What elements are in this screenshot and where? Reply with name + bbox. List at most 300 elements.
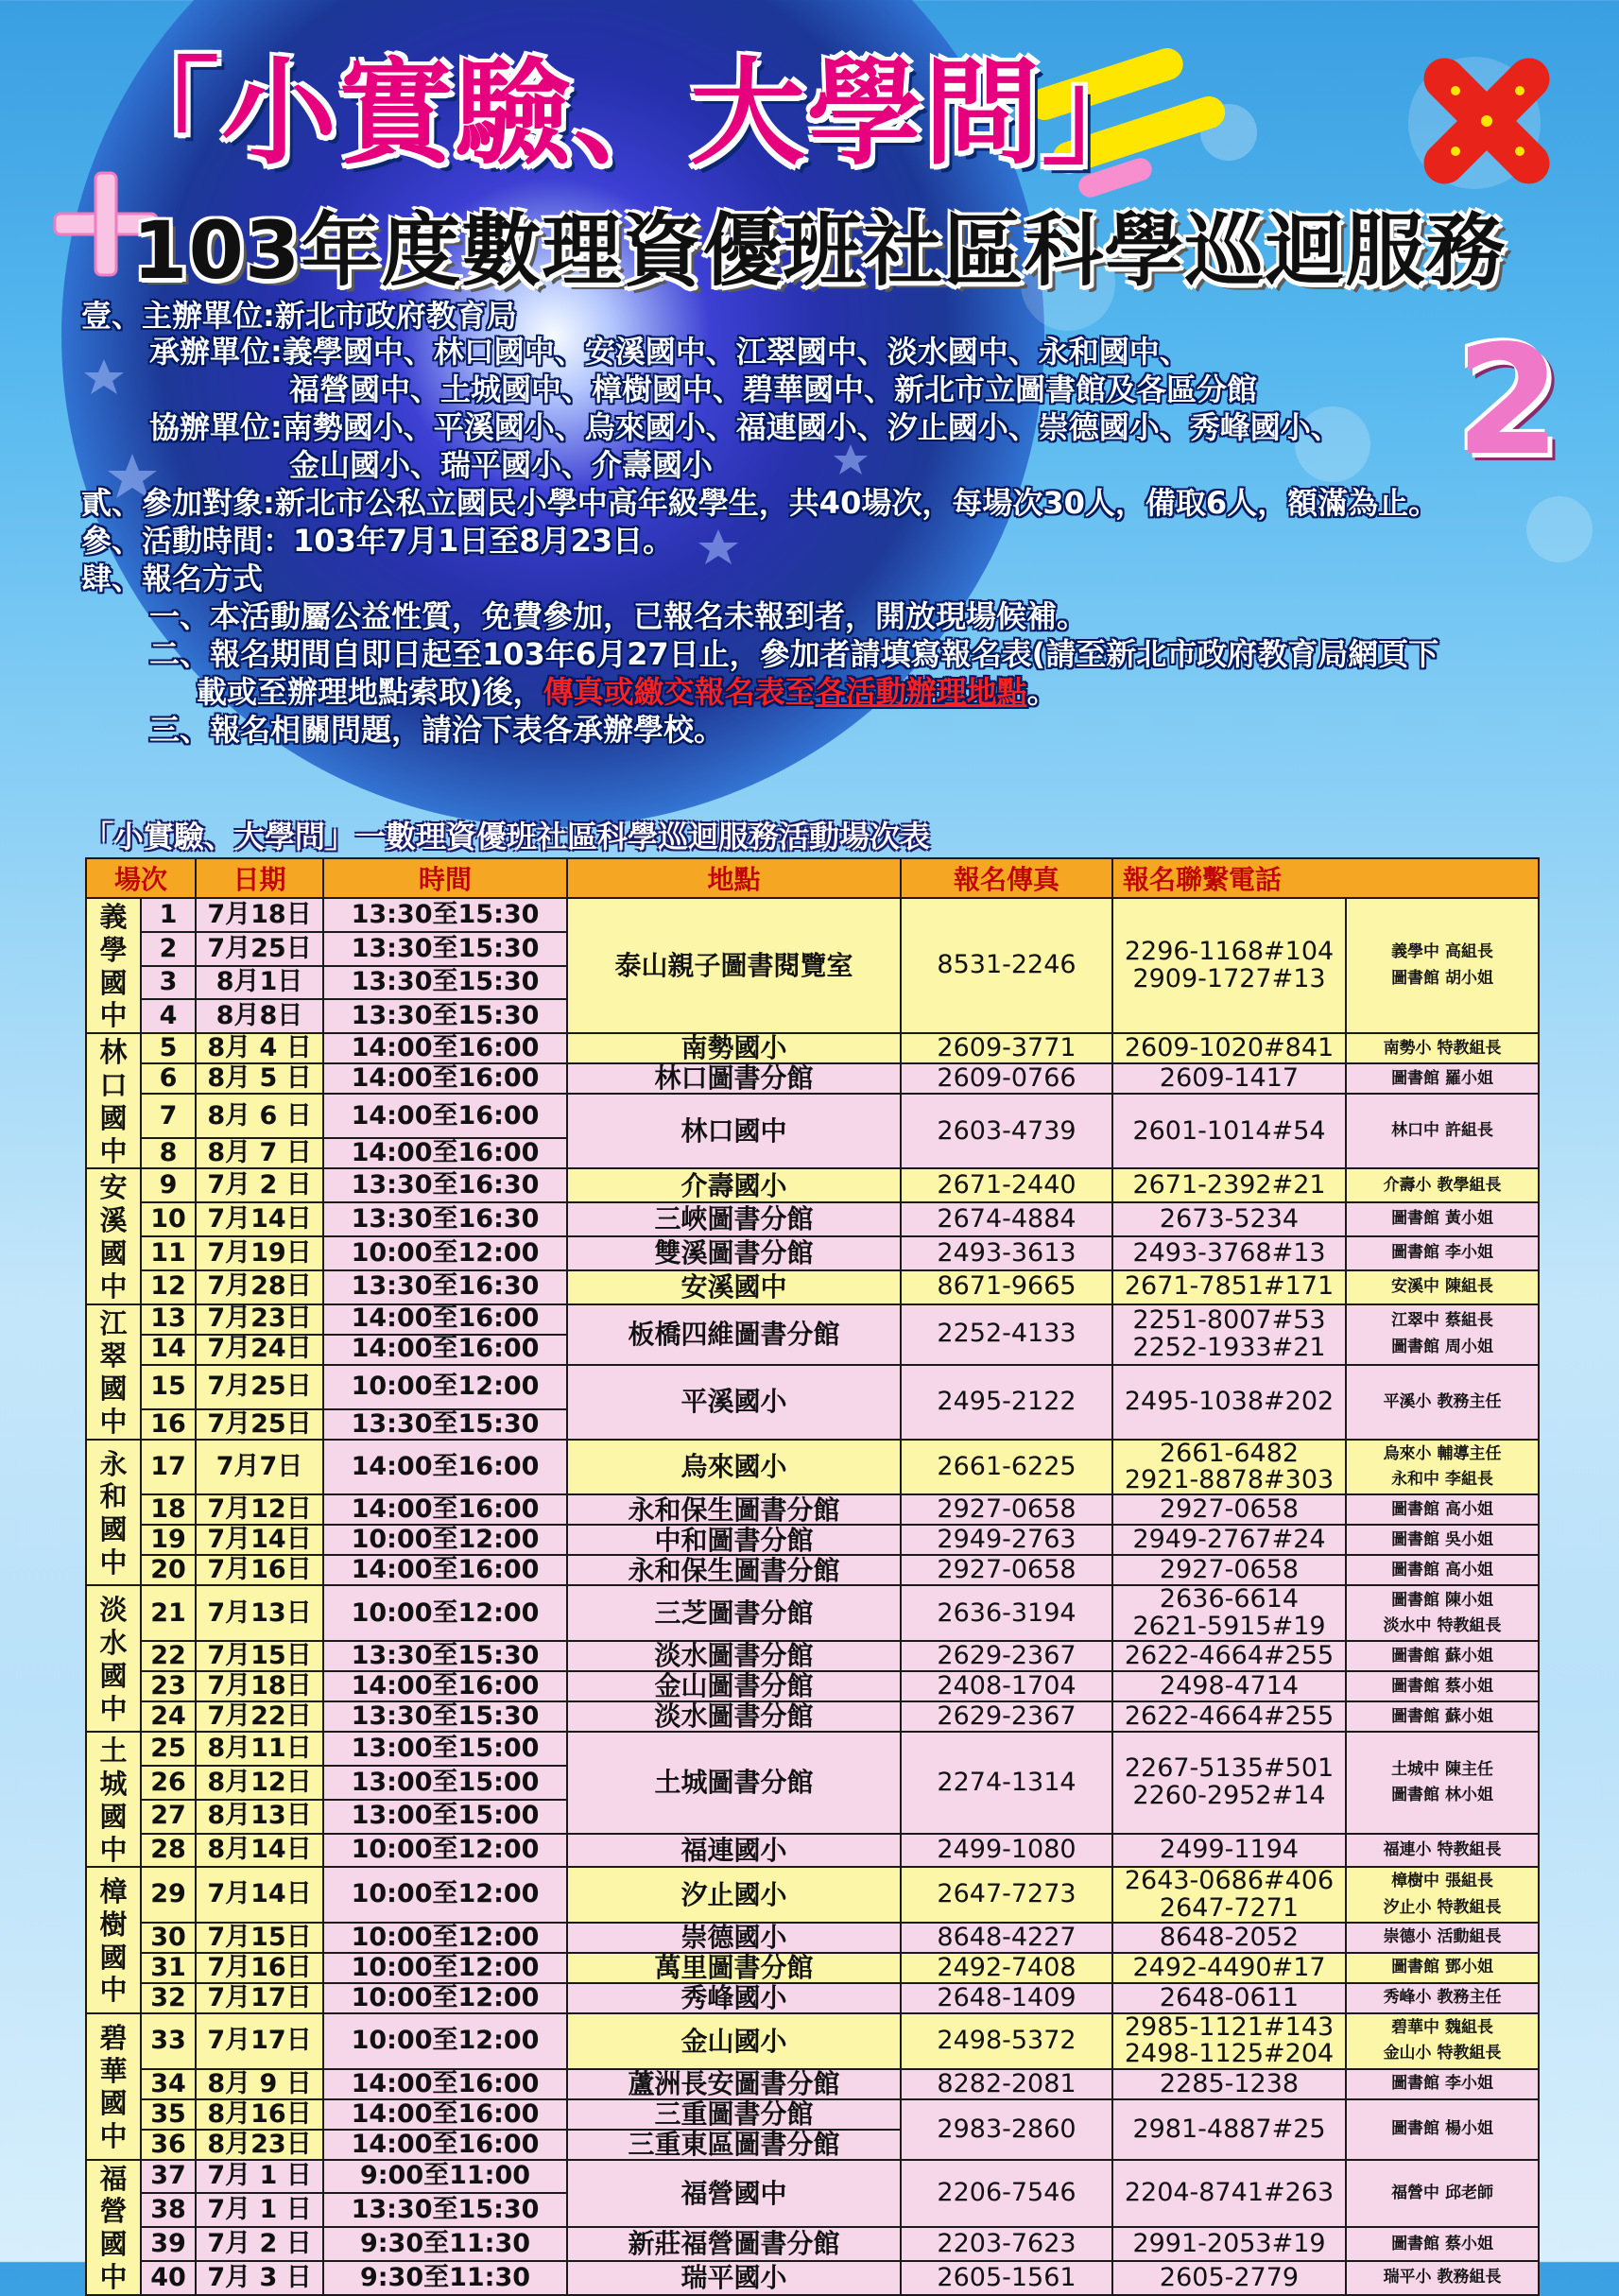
session-number: 14 (141, 1335, 196, 1365)
session-time: 13:30至16:30 (323, 1270, 567, 1304)
session-fax: 2603-4739 (901, 1094, 1112, 1168)
session-number: 15 (141, 1365, 196, 1409)
intro-organizer: 壹、主辦單位:新北市政府教育局 (81, 298, 517, 334)
session-date: 8月11日 (196, 1732, 323, 1766)
decorative-number-2: 2 (1455, 312, 1561, 489)
table-row (86, 1953, 1539, 1983)
intro-co-organizers-cont: 金山國小、瑞平國小、介壽國小 (289, 447, 714, 483)
session-time: 14:00至16:00 (323, 1138, 567, 1168)
session-time: 9:00至11:00 (323, 2160, 567, 2194)
table-header-row (86, 858, 1539, 898)
session-time: 10:00至12:00 (323, 1834, 567, 1868)
session-fax: 2674-4884 (901, 1202, 1112, 1236)
table-row (86, 2099, 1539, 2130)
session-contact: 圖書館 蔡小姐 (1346, 2227, 1539, 2261)
session-venue: 福連國小 (567, 1834, 901, 1868)
session-venue: 安溪國中 (567, 1270, 901, 1304)
session-number: 8 (141, 1138, 196, 1168)
session-time: 14:00至16:00 (323, 1063, 567, 1094)
session-phone: 2985-1121#143 2498-1125#204 (1112, 2013, 1346, 2069)
session-fax: 2629-2367 (901, 1701, 1112, 1732)
header-time: 時間 (323, 858, 567, 898)
session-number: 27 (141, 1800, 196, 1834)
session-venue: 永和保生圖書分館 (567, 1494, 901, 1525)
session-phone: 2495-1038#202 (1112, 1365, 1346, 1440)
session-fax: 2949-2763 (901, 1525, 1112, 1555)
session-number: 18 (141, 1494, 196, 1525)
session-phone: 2605-2779 (1112, 2261, 1346, 2295)
session-date: 7月14日 (196, 1525, 323, 1555)
session-phone: 2609-1417 (1112, 1063, 1346, 1094)
session-venue: 雙溪圖書分館 (567, 1236, 901, 1270)
session-fax: 2629-2367 (901, 1641, 1112, 1671)
session-time: 13:00至15:00 (323, 1732, 567, 1766)
session-contact: 瑞平小 教務組長 (1346, 2261, 1539, 2295)
session-fax: 2492-7408 (901, 1953, 1112, 1983)
session-time: 13:30至15:30 (323, 966, 567, 1000)
session-date: 8月 4 日 (196, 1033, 323, 1063)
table-row (86, 898, 1539, 932)
header-date: 日期 (196, 858, 323, 898)
session-time: 13:30至15:30 (323, 898, 567, 932)
session-number: 31 (141, 1953, 196, 1983)
session-fax: 2927-0658 (901, 1494, 1112, 1525)
session-date: 8月 6 日 (196, 1094, 323, 1138)
session-number: 10 (141, 1202, 196, 1236)
intro-text: 。 (1026, 674, 1058, 710)
session-time: 14:00至16:00 (323, 1335, 567, 1365)
session-venue: 烏來國小 (567, 1440, 901, 1495)
school-group-cell: 永和國中 (86, 1440, 141, 1586)
session-contact: 平溪小 教務主任 (1346, 1365, 1539, 1440)
session-number: 4 (141, 999, 196, 1033)
session-number: 11 (141, 1236, 196, 1270)
session-number: 21 (141, 1585, 196, 1641)
school-group-cell: 江翠國中 (86, 1304, 141, 1440)
session-number: 36 (141, 2130, 196, 2160)
session-date: 7月28日 (196, 1270, 323, 1304)
session-number: 19 (141, 1525, 196, 1555)
session-contact: 福營中 邱老師 (1346, 2160, 1539, 2228)
session-contact: 圖書館 楊小姐 (1346, 2099, 1539, 2160)
session-venue: 三峽圖書分館 (567, 1202, 901, 1236)
session-fax: 8671-9665 (901, 1270, 1112, 1304)
session-time: 14:00至16:00 (323, 2069, 567, 2099)
bubble-decor (1526, 496, 1593, 562)
session-date: 7月13日 (196, 1585, 323, 1641)
header-venue: 地點 (567, 858, 901, 898)
session-number: 40 (141, 2261, 196, 2295)
session-venue: 崇德國小 (567, 1923, 901, 1953)
session-number: 24 (141, 1701, 196, 1732)
session-date: 7月 3 日 (196, 2261, 323, 2295)
session-contact: 圖書館 高小姐 (1346, 1555, 1539, 1585)
session-phone: 2949-2767#24 (1112, 1525, 1346, 1555)
session-number: 38 (141, 2193, 196, 2227)
session-number: 30 (141, 1923, 196, 1953)
table-row (86, 1270, 1539, 1304)
intro-reg-item-1: 一、本活動屬公益性質，免費參加，已報名未報到者，開放現場候補。 (149, 598, 1088, 634)
session-venue: 中和圖書分館 (567, 1525, 901, 1555)
session-time: 14:00至16:00 (323, 2099, 567, 2130)
session-date: 7月25日 (196, 1409, 323, 1440)
header-session: 場次 (86, 858, 196, 898)
session-date: 7月25日 (196, 932, 323, 966)
intro-co-organizers: 協辦單位:南勢國小、平溪國小、烏來國小、福連國小、汐止國小、崇德國小、秀峰國小、 (149, 409, 1341, 445)
session-phone: 2251-8007#53 2252-1933#21 (1112, 1304, 1346, 1365)
session-phone: 2661-6482 2921-8878#303 (1112, 1440, 1346, 1495)
session-phone: 2296-1168#104 2909-1727#13 (1112, 898, 1346, 1033)
session-number: 35 (141, 2099, 196, 2130)
session-time: 13:30至15:30 (323, 1701, 567, 1732)
session-number: 29 (141, 1867, 196, 1923)
session-time: 10:00至12:00 (323, 1867, 567, 1923)
session-date: 7月12日 (196, 1494, 323, 1525)
session-time: 13:00至15:00 (323, 1766, 567, 1800)
session-date: 8月16日 (196, 2099, 323, 2130)
session-venue: 蘆洲長安圖書分館 (567, 2069, 901, 2099)
session-time: 14:00至16:00 (323, 2130, 567, 2160)
session-fax: 8648-4227 (901, 1923, 1112, 1953)
session-date: 7月16日 (196, 1555, 323, 1585)
session-contact: 福連小 特教組長 (1346, 1834, 1539, 1868)
session-phone: 2981-4887#25 (1112, 2099, 1346, 2160)
intro-activity-period: 參、活動時間：103年7月1日至8月23日。 (81, 523, 674, 559)
session-fax: 2609-0766 (901, 1063, 1112, 1094)
session-date: 7月18日 (196, 1671, 323, 1701)
table-row (86, 2227, 1539, 2261)
session-venue: 淡水圖書分館 (567, 1641, 901, 1671)
session-contact: 圖書館 蘇小姐 (1346, 1641, 1539, 1671)
session-number: 17 (141, 1440, 196, 1495)
session-date: 8月 9 日 (196, 2069, 323, 2099)
table-row (86, 1983, 1539, 2013)
session-time: 10:00至12:00 (323, 1525, 567, 1555)
session-phone: 2493-3768#13 (1112, 1236, 1346, 1270)
session-fax: 2636-3194 (901, 1585, 1112, 1641)
session-time: 9:30至11:30 (323, 2261, 567, 2295)
session-date: 7月19日 (196, 1236, 323, 1270)
intro-highlight: 傳真或繳交報名表至 (543, 674, 816, 710)
session-date: 8月 7 日 (196, 1138, 323, 1168)
session-contact: 南勢小 特教組長 (1346, 1033, 1539, 1063)
session-number: 23 (141, 1671, 196, 1701)
session-date: 7月15日 (196, 1641, 323, 1671)
table-caption: 「小實驗、大學問」一數理資優班社區科學巡迴服務活動場次表 (83, 819, 931, 855)
table-row (86, 1641, 1539, 1671)
session-number: 20 (141, 1555, 196, 1585)
intro-highlight-underlined: 各活動辦理地點 (815, 674, 1027, 710)
session-contact: 圖書館 羅小姐 (1346, 1063, 1539, 1094)
session-venue: 瑞平國小 (567, 2261, 901, 2295)
session-contact: 圖書館 李小姐 (1346, 1236, 1539, 1270)
session-phone: 2622-4664#255 (1112, 1701, 1346, 1732)
session-contact: 圖書館 蔡小姐 (1346, 1671, 1539, 1701)
table-row (86, 1168, 1539, 1202)
session-number: 13 (141, 1304, 196, 1335)
session-phone: 8648-2052 (1112, 1923, 1346, 1953)
session-venue: 板橋四維圖書分館 (567, 1304, 901, 1365)
session-fax: 2495-2122 (901, 1365, 1112, 1440)
session-date: 7月22日 (196, 1701, 323, 1732)
session-phone: 2927-0658 (1112, 1494, 1346, 1525)
session-venue: 土城圖書分館 (567, 1732, 901, 1833)
header-fax: 報名傳真 (901, 858, 1112, 898)
session-fax: 8282-2081 (901, 2069, 1112, 2099)
session-contact: 介壽小 教學組長 (1346, 1168, 1539, 1202)
session-date: 7月23日 (196, 1304, 323, 1335)
session-time: 13:30至15:30 (323, 1641, 567, 1671)
session-phone: 2204-8741#263 (1112, 2160, 1346, 2228)
session-phone: 2927-0658 (1112, 1555, 1346, 1585)
session-date: 7月24日 (196, 1335, 323, 1365)
session-time: 14:00至16:00 (323, 1671, 567, 1701)
session-number: 39 (141, 2227, 196, 2261)
session-venue: 三重圖書分館 (567, 2099, 901, 2130)
session-number: 28 (141, 1834, 196, 1868)
session-number: 32 (141, 1983, 196, 2013)
table-row (86, 1202, 1539, 1236)
session-date: 7月14日 (196, 1867, 323, 1923)
session-date: 8月14日 (196, 1834, 323, 1868)
session-date: 7月17日 (196, 2013, 323, 2069)
table-row (86, 1494, 1539, 1525)
session-number: 6 (141, 1063, 196, 1094)
table-row (86, 1555, 1539, 1585)
session-fax: 2647-7273 (901, 1867, 1112, 1923)
table-row (86, 1834, 1539, 1868)
session-venue: 金山圖書分館 (567, 1671, 901, 1701)
session-phone: 2499-1194 (1112, 1834, 1346, 1868)
session-contact: 圖書館 李小姐 (1346, 2069, 1539, 2099)
session-phone: 2991-2053#19 (1112, 2227, 1346, 2261)
table-row (86, 2069, 1539, 2099)
session-number: 2 (141, 932, 196, 966)
table-row (86, 1236, 1539, 1270)
session-fax: 2274-1314 (901, 1732, 1112, 1833)
school-group-cell: 安溪國中 (86, 1168, 141, 1303)
header-phone: 報名聯繫電話 (1112, 858, 1539, 898)
session-time: 10:00至12:00 (323, 1585, 567, 1641)
session-venue: 福營國中 (567, 2160, 901, 2228)
session-contact: 圖書館 吳小姐 (1346, 1525, 1539, 1555)
school-group-cell: 林口國中 (86, 1033, 141, 1168)
session-date: 7月 1 日 (196, 2193, 323, 2227)
session-time: 10:00至12:00 (323, 1236, 567, 1270)
session-number: 9 (141, 1168, 196, 1202)
session-time: 10:00至12:00 (323, 1953, 567, 1983)
school-group-cell: 福營國中 (86, 2160, 141, 2295)
session-phone: 2671-2392#21 (1112, 1168, 1346, 1202)
session-contact: 江翠中 蔡組長 圖書館 周小姐 (1346, 1304, 1539, 1365)
intro-reg-item-3: 三、報名相關問題，請洽下表各承辦學校。 (149, 712, 725, 748)
session-time: 14:00至16:00 (323, 1440, 567, 1495)
session-phone: 2601-1014#54 (1112, 1094, 1346, 1168)
session-contact: 土城中 陳主任 圖書館 林小姐 (1346, 1732, 1539, 1833)
session-fax: 2498-5372 (901, 2013, 1112, 2069)
session-date: 8月12日 (196, 1766, 323, 1800)
table-row (86, 1365, 1539, 1409)
session-venue: 介壽國小 (567, 1168, 901, 1202)
school-group-cell: 淡水國中 (86, 1585, 141, 1732)
session-venue: 汐止國小 (567, 1867, 901, 1923)
school-group-cell: 樟樹國中 (86, 1867, 141, 2013)
session-phone: 2609-1020#841 (1112, 1033, 1346, 1063)
session-fax: 2605-1561 (901, 2261, 1112, 2295)
session-phone: 2622-4664#255 (1112, 1641, 1346, 1671)
table-row (86, 1585, 1539, 1641)
session-time: 13:30至15:30 (323, 999, 567, 1033)
session-time: 10:00至12:00 (323, 2013, 567, 2069)
session-time: 10:00至12:00 (323, 1923, 567, 1953)
session-phone: 2285-1238 (1112, 2069, 1346, 2099)
session-contact: 安溪中 陳組長 (1346, 1270, 1539, 1304)
school-group-cell: 義學國中 (86, 898, 141, 1033)
session-venue: 永和保生圖書分館 (567, 1555, 901, 1585)
session-venue: 平溪國小 (567, 1365, 901, 1440)
session-time: 13:30至15:30 (323, 1409, 567, 1440)
session-time: 10:00至12:00 (323, 1983, 567, 2013)
session-venue: 林口國中 (567, 1094, 901, 1168)
table-row (86, 1304, 1539, 1335)
session-phone: 2636-6614 2621-5915#19 (1112, 1585, 1346, 1641)
session-date: 8月 5 日 (196, 1063, 323, 1094)
session-number: 25 (141, 1732, 196, 1766)
table-row (86, 1701, 1539, 1732)
session-date: 7月17日 (196, 1983, 323, 2013)
session-time: 13:30至15:30 (323, 2193, 567, 2227)
session-fax: 2499-1080 (901, 1834, 1112, 1868)
session-time: 13:30至16:30 (323, 1168, 567, 1202)
session-venue: 林口圖書分館 (567, 1063, 901, 1094)
session-number: 37 (141, 2160, 196, 2194)
session-venue: 新莊福營圖書分館 (567, 2227, 901, 2261)
session-contact: 烏來小 輔導主任 永和中 李組長 (1346, 1440, 1539, 1495)
table-row (86, 1671, 1539, 1701)
session-number: 16 (141, 1409, 196, 1440)
session-number: 5 (141, 1033, 196, 1063)
session-date: 8月8日 (196, 999, 323, 1033)
schedule-table (85, 857, 1540, 2296)
session-date: 8月1日 (196, 966, 323, 1000)
session-date: 7月 2 日 (196, 1168, 323, 1202)
intro-text: 載或至辦理地點索取)後， (197, 674, 543, 710)
session-date: 7月25日 (196, 1365, 323, 1409)
session-venue: 萬里圖書分館 (567, 1953, 901, 1983)
session-number: 12 (141, 1270, 196, 1304)
intro-reg-item-2-cont (197, 673, 1058, 711)
table-row (86, 2013, 1539, 2069)
intro-reg-item-2: 二、報名期間自即日起至103年6月27日止，參加者請填寫報名表(請至新北市政府教育局網頁下 (149, 636, 1439, 672)
session-fax: 2493-3613 (901, 1236, 1112, 1270)
session-time: 9:30至11:30 (323, 2227, 567, 2261)
session-contact: 圖書館 黃小姐 (1346, 1202, 1539, 1236)
session-contact: 林口中 許組長 (1346, 1094, 1539, 1168)
session-phone: 2498-4714 (1112, 1671, 1346, 1701)
session-date: 7月14日 (196, 1202, 323, 1236)
session-date: 7月7日 (196, 1440, 323, 1495)
session-fax: 2983-2860 (901, 2099, 1112, 2160)
session-contact: 樟樹中 張組長 汐止小 特教組長 (1346, 1867, 1539, 1923)
session-fax: 2671-2440 (901, 1168, 1112, 1202)
school-group-cell: 土城國中 (86, 1732, 141, 1867)
session-phone: 2492-4490#17 (1112, 1953, 1346, 1983)
session-fax: 2206-7546 (901, 2160, 1112, 2228)
session-number: 7 (141, 1094, 196, 1138)
table-row (86, 2160, 1539, 2194)
table-row (86, 1525, 1539, 1555)
session-venue: 泰山親子圖書閱覽室 (567, 898, 901, 1033)
intro-host-units: 承辦單位:義學國中、林口國中、安溪國中、江翠國中、淡水國中、永和國中、 (149, 334, 1190, 370)
session-venue: 三芝圖書分館 (567, 1585, 901, 1641)
session-time: 14:00至16:00 (323, 1555, 567, 1585)
session-venue: 南勢國小 (567, 1033, 901, 1063)
session-fax: 2609-3771 (901, 1033, 1112, 1063)
session-number: 34 (141, 2069, 196, 2099)
table-row (86, 2261, 1539, 2295)
session-date: 8月13日 (196, 1800, 323, 1834)
session-venue: 三重東區圖書分館 (567, 2130, 901, 2160)
session-time: 13:30至16:30 (323, 1202, 567, 1236)
table-row (86, 1063, 1539, 1094)
page-title: 「小實驗、大學問」 (104, 46, 1159, 181)
session-venue: 金山國小 (567, 2013, 901, 2069)
table-row (86, 1094, 1539, 1138)
intro-host-units-cont: 福營國中、土城國中、樟樹國中、碧華國中、新北市立圖書館及各區分館 (289, 371, 1258, 407)
page-subtitle: 103年度數理資優班社區科學巡迴服務 (132, 204, 1507, 297)
session-time: 14:00至16:00 (323, 1304, 567, 1335)
session-time: 14:00至16:00 (323, 1494, 567, 1525)
session-phone: 2671-7851#171 (1112, 1270, 1346, 1304)
session-contact: 秀峰小 教務主任 (1346, 1983, 1539, 2013)
session-contact: 圖書館 蘇小姐 (1346, 1701, 1539, 1732)
session-number: 1 (141, 898, 196, 932)
school-group-cell: 碧華國中 (86, 2013, 141, 2160)
session-time: 13:00至15:00 (323, 1800, 567, 1834)
session-number: 33 (141, 2013, 196, 2069)
session-fax: 2927-0658 (901, 1555, 1112, 1585)
session-fax: 2252-4133 (901, 1304, 1112, 1365)
table-row (86, 1923, 1539, 1953)
session-fax: 8531-2246 (901, 898, 1112, 1033)
session-number: 22 (141, 1641, 196, 1671)
session-date: 7月 2 日 (196, 2227, 323, 2261)
session-venue: 淡水圖書分館 (567, 1701, 901, 1732)
session-date: 7月18日 (196, 898, 323, 932)
session-time: 14:00至16:00 (323, 1094, 567, 1138)
session-number: 3 (141, 966, 196, 1000)
session-date: 7月 1 日 (196, 2160, 323, 2194)
session-phone: 2643-0686#406 2647-7271 (1112, 1867, 1346, 1923)
session-date: 7月16日 (196, 1953, 323, 1983)
intro-participants: 貳、參加對象:新北市公私立國民小學中高年級學生，共40場次，每場次30人，備取6人，額滿為止。 (81, 485, 1439, 521)
session-venue: 秀峰國小 (567, 1983, 901, 2013)
session-fax: 2408-1704 (901, 1671, 1112, 1701)
session-fax: 2661-6225 (901, 1440, 1112, 1495)
session-date: 7月15日 (196, 1923, 323, 1953)
session-contact: 圖書館 鄧小姐 (1346, 1953, 1539, 1983)
session-contact: 崇德小 活動組長 (1346, 1923, 1539, 1953)
table-row (86, 1867, 1539, 1923)
session-fax: 2203-7623 (901, 2227, 1112, 2261)
session-contact: 圖書館 高小姐 (1346, 1494, 1539, 1525)
session-phone: 2648-0611 (1112, 1983, 1346, 2013)
session-contact: 義學中 高組長 圖書館 胡小姐 (1346, 898, 1539, 1033)
session-contact: 碧華中 魏組長 金山小 特教組長 (1346, 2013, 1539, 2069)
table-row (86, 1440, 1539, 1495)
session-time: 10:00至12:00 (323, 1365, 567, 1409)
session-phone: 2673-5234 (1112, 1202, 1346, 1236)
